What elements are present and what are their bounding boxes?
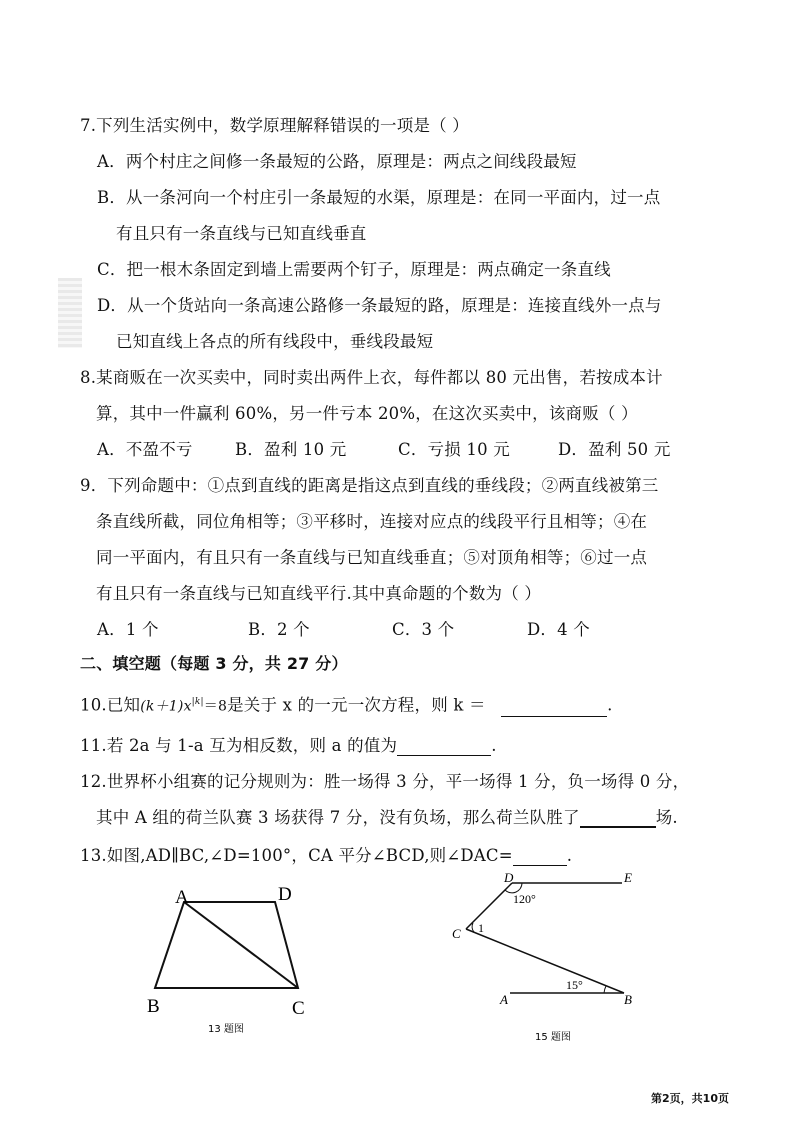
- diagonal-ac: [184, 902, 298, 988]
- q8-option-d: D．盈利 50 元: [558, 440, 671, 459]
- fig15-angle-c-label: 1: [478, 921, 484, 935]
- fig15-label-c: C: [452, 926, 461, 941]
- q10-expr-exponent: |k|: [191, 697, 204, 707]
- q10-end: .: [607, 695, 613, 715]
- section-title-fill-blank: 二、填空题（每题 3 分，共 27 分）: [80, 654, 348, 673]
- figure-15: [452, 870, 632, 1043]
- fig15-angle-d-label: 120°: [513, 892, 536, 906]
- q13-text: 13.如图,AD∥BC,∠D=100°，CA 平分∠BCD,则∠DAC=: [80, 846, 513, 865]
- q9-option-d: D．4 个: [527, 620, 590, 639]
- q9-option-c: C．3 个: [392, 620, 455, 639]
- fig13-caption: 13 题图: [208, 1024, 244, 1035]
- trapezoid-abcd: [155, 902, 298, 988]
- q8-option-b: B．盈利 10 元: [235, 440, 347, 459]
- fig15-angle-b-label: 15°: [566, 978, 583, 992]
- q8-stem-line2: 算，其中一件赢利 60%，另一件亏本 20%，在这次买卖中，该商贩（ ）: [96, 404, 638, 423]
- q10-expr-base: (k＋1)x: [140, 698, 192, 715]
- q9-stem-line2: 条直线所截，同位角相等；③平移时，连接对应点的线段平行且相等；④在: [96, 512, 648, 531]
- q12-end: 场.: [655, 808, 678, 827]
- fig13-label-d: D: [278, 884, 292, 905]
- q10-expr-tail: ＝8: [203, 698, 228, 715]
- fig15-caption: 15 题图: [535, 1032, 571, 1043]
- q7-option-d-line2: 已知直线上各点的所有线段中，垂线段最短: [116, 332, 434, 351]
- q12-text: 其中 A 组的荷兰队赛 3 场获得 7 分，没有负场，那么荷兰队胜了: [96, 808, 580, 827]
- fig13-label-a: A: [175, 887, 189, 908]
- figure-13: [147, 884, 305, 1035]
- q8-stem-line1: 8.某商贩在一次买卖中，同时卖出两件上衣，每件都以 80 元出售，若按成本计: [80, 368, 663, 387]
- q9-stem-line4: 有且只有一条直线与已知直线平行.其中真命题的个数为（ ）: [96, 584, 542, 603]
- q8-option-a: A．不盈不亏: [97, 440, 193, 459]
- q7-option-b-line1: B．从一条河向一个村庄引一条最短的水渠，原理是：在同一平面内，过一点: [97, 188, 661, 207]
- page-number: 第2页，共10页: [651, 1092, 729, 1105]
- q9-stem-line3: 同一平面内，有且只有一条直线与已知直线垂直；⑤对顶角相等；⑥过一点: [96, 548, 648, 567]
- q7-option-c: C．把一根木条固定到墙上需要两个钉子，原理是：两点确定一条直线: [97, 260, 611, 279]
- fig15-label-d: D: [504, 870, 514, 885]
- q12-line1: 12.世界杯小组赛的记分规则为：胜一场得 3 分，平一场得 1 分，负一场得 0 分，: [80, 772, 690, 791]
- q10-prefix: 10.已知: [80, 695, 141, 715]
- q9-option-b: B．2 个: [248, 620, 310, 639]
- q7-stem: 7.下列生活实例中，数学原理解释错误的一项是（ ）: [80, 116, 469, 135]
- q7-option-b-line2: 有且只有一条直线与已知直线垂直: [116, 224, 367, 243]
- fig15-label-a: A: [500, 992, 508, 1007]
- q11-text: 11.若 2a 与 1-a 互为相反数，则 a 的值为: [80, 736, 398, 755]
- q9-option-a: A．1 个: [97, 620, 159, 639]
- fig15-label-e: E: [624, 870, 632, 885]
- segment-cb: [466, 929, 624, 993]
- fig15-label-b: B: [624, 992, 632, 1007]
- q8-option-c: C．亏损 10 元: [398, 440, 510, 459]
- q10-suffix: 是关于 x 的一元一次方程，则 k ＝: [227, 695, 486, 715]
- q11-end: .: [491, 736, 497, 755]
- angle-c-arc: [472, 923, 474, 932]
- q7-option-d-line1: D．从一个货站向一条高速公路修一条最短的路，原理是：连接直线外一点与: [97, 296, 662, 315]
- fig13-label-b: B: [147, 996, 160, 1017]
- angle-b-arc: [604, 986, 606, 993]
- fig13-label-c: C: [292, 998, 305, 1019]
- q7-option-a: A．两个村庄之间修一条最短的公路，原理是：两点之间线段最短: [97, 152, 577, 171]
- q9-stem-line1: 9．下列命题中：①点到直线的距离是指这点到直线的垂线段；②两直线被第三: [80, 476, 659, 495]
- q13-end: .: [566, 846, 573, 865]
